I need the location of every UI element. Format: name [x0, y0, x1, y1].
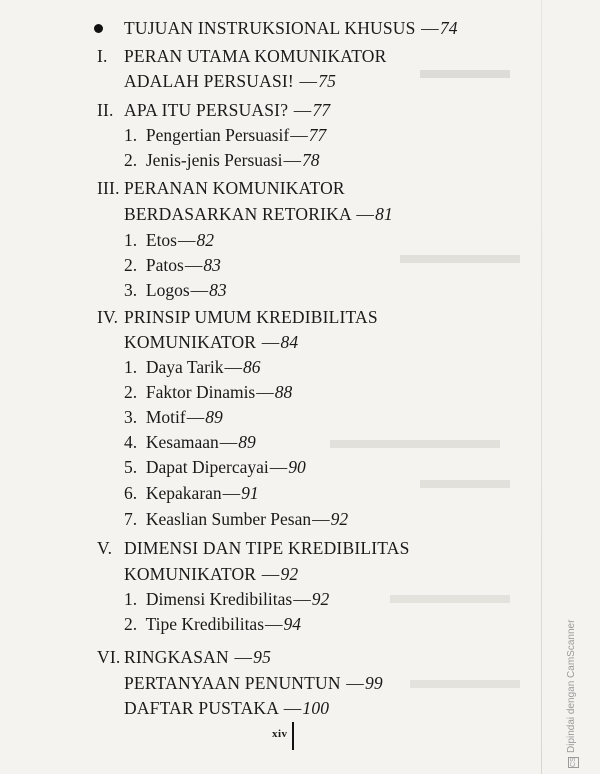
dash: — [261, 564, 280, 584]
dash: — [283, 150, 301, 170]
dash: — [222, 483, 241, 503]
references-title: DAFTAR PUSTAKA [124, 698, 279, 718]
item-page: 94 [283, 614, 302, 634]
toc-ch2-item-2[interactable] [124, 149, 319, 171]
item-number: 1. [124, 125, 138, 145]
dash: — [293, 100, 312, 120]
ch3-page: 81 [375, 204, 394, 224]
item-number: 5. [124, 457, 138, 477]
questions-page: 99 [364, 673, 383, 693]
item-title: Dimensi Kredibilitas [145, 589, 293, 609]
ch4-page: 84 [280, 332, 299, 352]
ch1-numeral: I. [97, 46, 108, 66]
toc-ch4-item-5[interactable] [124, 456, 306, 478]
dash: — [346, 673, 364, 693]
item-page: 88 [274, 382, 293, 402]
item-number: 3. [124, 280, 138, 300]
item-page: 77 [308, 125, 327, 145]
dash: — [224, 357, 243, 377]
ch1-page: 75 [318, 71, 337, 91]
camscanner-icon: CS [570, 757, 577, 767]
item-page: 89 [205, 407, 223, 427]
toc-references[interactable] [124, 697, 329, 719]
scanner-watermark [566, 620, 579, 768]
ch5-numeral: V. [97, 538, 113, 558]
item-number: 1. [124, 230, 138, 250]
toc-ch1-line2 [124, 70, 336, 92]
questions-title: PERTANYAAN PENUNTUN [124, 673, 341, 693]
ch5-title-end: KOMUNIKATOR [124, 564, 257, 584]
ch2-title: APA ITU PERSUASI? [124, 100, 289, 120]
item-page: 91 [241, 483, 259, 503]
dash: — [265, 614, 283, 634]
toc-ch4-item-1[interactable] [124, 356, 261, 378]
binding-shadow [541, 0, 542, 774]
ch1-title-end: ADALAH PERSUASI! [124, 71, 294, 91]
toc-objective[interactable] [124, 17, 458, 39]
dash: — [356, 204, 375, 224]
references-page: 100 [302, 698, 330, 718]
dash: — [299, 71, 318, 91]
item-title: Kesamaan [145, 432, 219, 452]
dash: — [234, 647, 253, 667]
dash: — [256, 382, 274, 402]
ch6-page: 95 [253, 647, 272, 667]
ch3-numeral: III. [97, 178, 120, 198]
toc-objective-title: TUJUAN INSTRUKSIONAL KHUSUS [124, 18, 416, 38]
item-title: Faktor Dinamis [145, 382, 256, 402]
toc-questions[interactable] [124, 672, 383, 694]
toc-ch3-item-2[interactable] [124, 254, 221, 276]
toc-ch1[interactable] [97, 45, 108, 67]
toc-ch2-item-1[interactable] [124, 124, 326, 146]
item-number: 2. [124, 255, 138, 275]
item-page: 89 [238, 432, 256, 452]
item-title: Keaslian Sumber Pesan [145, 509, 312, 529]
dash: — [290, 125, 308, 145]
page-number: xiv [272, 728, 288, 740]
toc-ch4[interactable] [124, 331, 298, 353]
item-title: Kepakaran [145, 483, 222, 503]
dash: — [190, 280, 209, 300]
toc-ch4-item-7[interactable] [124, 508, 348, 530]
watermark-text: Dipindai dengan CamScanner [566, 619, 577, 753]
dash: — [269, 457, 288, 477]
item-number: 1. [124, 589, 138, 609]
item-title: Pengertian Persuasif [145, 125, 290, 145]
toc-ch3-item-1[interactable] [124, 229, 214, 251]
item-number: 2. [124, 382, 138, 402]
toc-ch6[interactable] [124, 646, 271, 668]
toc-ch4-item-2[interactable] [124, 381, 292, 403]
toc-ch2[interactable] [124, 99, 330, 121]
item-title: Dapat Dipercayai [145, 457, 269, 477]
item-number: 7. [124, 509, 138, 529]
toc-ch3-item-3[interactable] [124, 279, 227, 301]
toc-ch5-item-1[interactable] [124, 588, 329, 610]
dash: — [186, 407, 205, 427]
toc-ch5-item-2[interactable] [124, 613, 301, 635]
dash: — [178, 230, 196, 250]
ch4-title-end: KOMUNIKATOR [124, 332, 257, 352]
item-number: 4. [124, 432, 138, 452]
item-number: 3. [124, 407, 138, 427]
dash: — [312, 509, 330, 529]
item-page: 86 [243, 357, 261, 377]
toc-ch5-line1: DIMENSI DAN TIPE KREDIBILITAS [124, 538, 410, 558]
item-page: 82 [196, 230, 214, 250]
ch6-numeral: VI. [97, 647, 121, 667]
item-number: 1. [124, 357, 138, 377]
item-title: Logos [145, 280, 190, 300]
item-page: 83 [209, 280, 227, 300]
item-number: 6. [124, 483, 138, 503]
dash: — [421, 18, 439, 38]
toc-ch4-line1: PRINSIP UMUM KREDIBILITAS [124, 307, 378, 327]
bullet-icon [94, 24, 103, 33]
item-title: Etos [145, 230, 177, 250]
dash: — [261, 332, 280, 352]
folio-rule [292, 722, 294, 750]
ch2-numeral: II. [97, 100, 114, 120]
ch3-title-end: BERDASARKAN RETORIKA [124, 204, 351, 224]
dash: — [293, 589, 311, 609]
toc-ch5[interactable] [124, 563, 298, 585]
item-page: 92 [330, 509, 349, 529]
toc-ch4-item-6[interactable] [124, 482, 259, 504]
toc-ch3[interactable] [124, 203, 393, 225]
item-number: 2. [124, 614, 138, 634]
item-title: Motif [145, 407, 186, 427]
toc-ch4-item-3[interactable] [124, 406, 223, 428]
item-page: 83 [203, 255, 221, 275]
toc-ch3-line1: PERANAN KOMUNIKATOR [124, 178, 345, 198]
dash: — [283, 698, 302, 718]
item-number: 2. [124, 150, 138, 170]
toc-ch1-line1: PERAN UTAMA KOMUNIKATOR [124, 46, 387, 66]
toc-objective-page: 74 [439, 18, 458, 38]
toc-ch4-item-4[interactable] [124, 431, 256, 453]
item-title: Daya Tarik [145, 357, 224, 377]
item-title: Patos [145, 255, 184, 275]
dash: — [184, 255, 203, 275]
dash: — [219, 432, 238, 452]
ch4-numeral: IV. [97, 307, 119, 327]
item-title: Jenis-jenis Persuasi [145, 150, 283, 170]
item-page: 78 [301, 150, 320, 170]
item-title: Tipe Kredibilitas [145, 614, 265, 634]
ch2-page: 77 [312, 100, 331, 120]
ch5-page: 92 [280, 564, 299, 584]
item-page: 92 [311, 589, 330, 609]
item-page: 90 [288, 457, 306, 477]
ch6-title: RINGKASAN [124, 647, 229, 667]
